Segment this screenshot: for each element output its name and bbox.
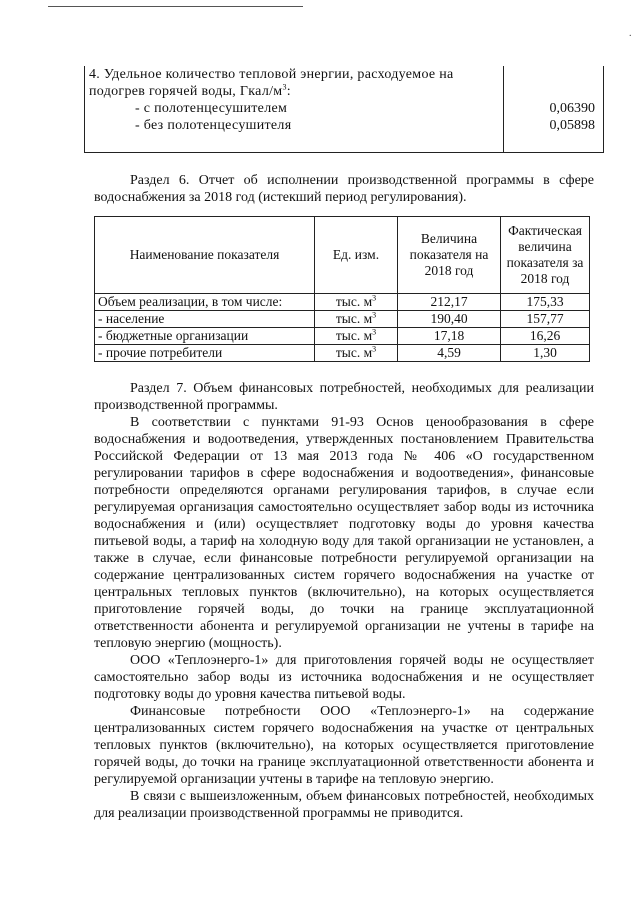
table-row: - прочие потребители тыс. $м^3$ 4,59 1,30 (95, 345, 590, 362)
section-7-paragraph-4: В связи с вышеизложенным, объем финансовых потребностей, необходимых для реализации производственной программы не приводится. (94, 789, 594, 821)
section-7-paragraph-3: Финансовые потребности ООО «Теплоэнерго-1» на содержание централизованных систем горячего водоснабжения на участке от центральных тепловых пунктов (включительно), на которых осуществляется приготовление горячей воды, до точки на границе эксплуатационной ответственности абонента и регулируемой организации учтены в тарифе на тепловую энергию. (94, 704, 594, 787)
table-row (85, 117, 604, 153)
table-row (85, 66, 604, 100)
top-rule (48, 6, 303, 7)
heat-row-title: 4. Удельное количество тепловой энергии, расходуемое на подогрев горячей воды, Гкал/м (89, 67, 454, 99)
corner-mark: . (629, 28, 632, 39)
header-plan: Величина показателя на 2018 год (398, 217, 501, 294)
header-fact: Фактическая величина показателя за 2018 год (501, 217, 590, 294)
table-header-row (95, 217, 590, 294)
table-row (85, 100, 604, 117)
sub-label-with-dryer: - с полотенцесушителем (135, 101, 288, 116)
production-report-table (94, 216, 590, 362)
section-7-paragraph-1: В соответствии с пунктами 91-93 Основ ценообразования в сфере водоснабжения и водоотведения, утвержденных постановлением Правительства Российской Федерации от 13 мая 2013 года № 406 «О государственном регулировании тарифов в сфере водоснабжения и водоотведения», финансовые потребности определяются органами регулирования тарифов, в случае если регулируемая организация самостоятельно осуществляет забор воды из источника водоснабжения и (или) осуществляет подготовку воды до уровня качества питьевой воды, а тариф на холодную воду для такой организации не установлен, а также в случае, если финансовые потребности регулируемой организации на содержание централизованных систем горячего водоснабжения на участке от центральных тепловых пунктов (включительно), на которых осуществляется приготовление горячей воды, до точки на границе эксплуатационной ответственности абонента и регулируемой организации не учтены в тарифе на тепловую энергию (мощность). (94, 415, 594, 651)
heat-energy-table (84, 66, 604, 153)
table-row: Объем реализации, в том числе: тыс. $м^3$ 212,17 175,33 (95, 294, 590, 311)
section-7-paragraph-2: ООО «Теплоэнерго-1» для приготовления горячей воды не осуществляет самостоятельно забор воды из источника водоснабжения и не осуществляет подготовку воды до уровня качества питьевой воды. (94, 653, 594, 702)
value-with-dryer: 0,06390 (504, 100, 604, 117)
header-name: Наименование показателя (95, 217, 315, 294)
section-7-heading: Раздел 7. Объем финансовых потребностей, необходимых для реализации производственной программы. (94, 381, 594, 413)
heat-row-title-cell: 4. Удельное количество тепловой энергии, расходуемое на подогрев горячей воды, Гкал/$м^3$: (85, 66, 504, 100)
sub-label-without-dryer: - без полотенцесушителя (135, 118, 292, 133)
table-row: - бюджетные организации тыс. $м^3$ 17,18 16,26 (95, 328, 590, 345)
value-without-dryer: 0,05898 (504, 117, 604, 153)
header-unit: Ед. изм. (315, 217, 398, 294)
section-6-heading: Раздел 6. Отчет об исполнении производственной программы в сфере водоснабжения за 2018 год (истекший период регулирования). (94, 173, 594, 205)
section-6 (94, 172, 594, 206)
section-7 (94, 380, 594, 822)
table-row: - население тыс. $м^3$ 190,40 157,77 (95, 311, 590, 328)
